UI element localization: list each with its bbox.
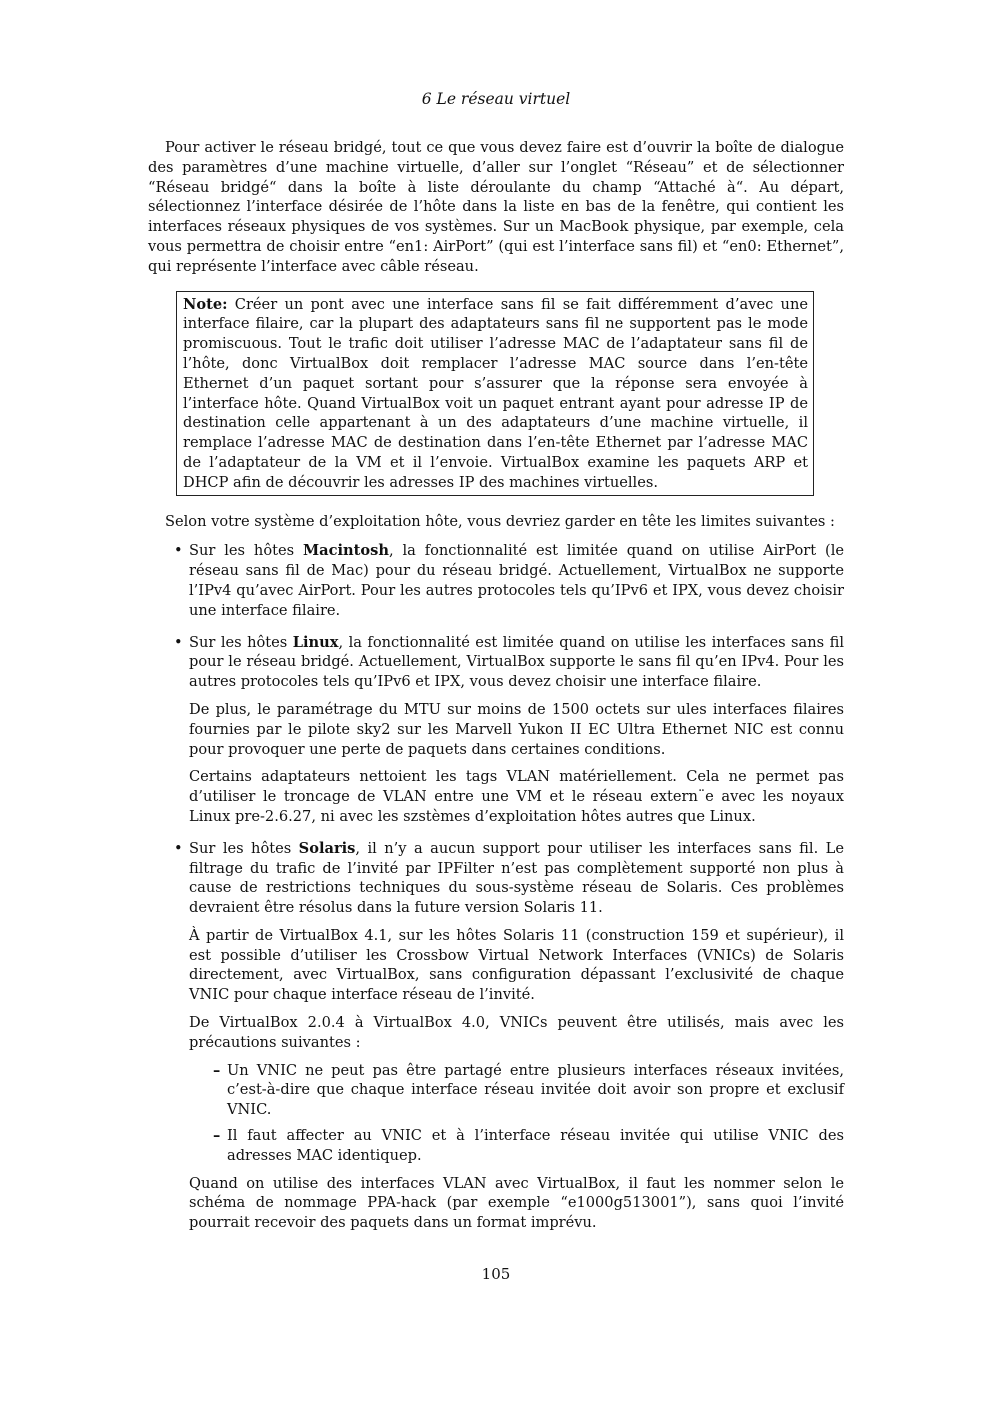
note-text: Créer un pont avec une interface sans fil se fait différemment d’avec une interface filaire, car la plupart des adaptateurs sans fil ne supportent pas le mode promiscuous. Tout le trafic doit utiliser l’adresse MAC de l’adaptateur sans fil de l’hôte, donc VirtualBox doit remplacer l’adresse MAC source dans l’en-tête Ethernet d’un paquet sortant pour s’assurer que la réponse sera envoyée à l’interface hôte. Quand VirtualBox voit un paquet entrant ayant pour adresse IP de destination celle appartenant à un des adaptateurs d’une machine virtuelle, il remplace l’adresse MAC de destination dans l’en-tête Ethernet par l’adresse MAC de l’adaptateur de la VM et il l’envoie. VirtualBox examine les paquets ARP et DHCP afin de découvrir les adresses IP des machines virtuelles.: [183, 295, 808, 491]
linux-post: , la fonctionnalité est limitée quand on utilise les interfaces sans fil pour le réseau bridgé. Actuellement, VirtualBox supporte le sans fil qu’en IPv4. Pour les autres protocoles tels qu’IPv6 et IPX, vous devez choisir une interface filaire.: [189, 633, 844, 691]
solaris-vlan-paragraph: Quand on utilise des interfaces VLAN avec VirtualBox, il faut les nommer selon le schéma de nommage PPA-hack (par exemple “e1000g513001”), sans quoi l’invité pourrait recevoir des paquets dans un format imprévu.: [189, 1174, 844, 1232]
mac-bold: Macintosh: [302, 542, 389, 560]
vnic-precaution-text: – Il faut affecter au VNIC et à l’interface réseau invitée qui utilise VNIC des adresses MAC identiquep.: [227, 1127, 844, 1164]
mac-post: , la fonctionnalité est limitée quand on utilise AirPort (le réseau sans fil de Mac) pour du réseau bridgé. Actuellement, VirtualBox ne supporte l’IPv4 qu’avec AirPort. Pour les autres protocoles tels qu’IPv6 et IPX, vous devez choisir une interface filaire.: [189, 542, 845, 619]
linux-pre: Sur les hôtes: [189, 633, 293, 651]
running-header: 6 Le réseau virtuel: [421, 90, 571, 108]
solaris-bold: Solaris: [298, 839, 356, 857]
solaris-crossbow-paragraph: À partir de VirtualBox 4.1, sur les hôtes Solaris 11 (construction 159 et supérieur), il est possible d’utiliser les Crossbow Virtual Network Interfaces (VNICs) de Solaris directement, avec VirtualBox, sans configuration dépassant l’exclusivité de chaque VNIC pour chaque interface réseau de l’invité.: [189, 926, 844, 1004]
limits-intro-paragraph: Selon votre système d’exploitation hôte, vous devriez garder en tête les limites suivantes :: [165, 512, 835, 530]
linux-mtu-paragraph: De plus, le paramétrage du MTU sur moins de 1500 octets sur ules interfaces filaires fournies par le pilote sky2 sur les Marvell Yukon II EC Ultra Ethernet NIC est connu pour provoquer une perte de paquets dans certaines conditions.: [189, 700, 844, 758]
vnic-precautions-list: [189, 1061, 844, 1166]
linux-vlan-paragraph: Certains adaptateurs nettoient les tags VLAN matériellement. Cela ne permet pas d’utiliser le troncage de VLAN entre une VM et le réseau extern¨e avec les noyaux Linux pre-2.6.27, ni avec les szstèmes d’exploitation hôtes autres que Linux.: [189, 768, 844, 825]
note-paragraph: [183, 295, 808, 493]
vnic-precaution-text: – Un VNIC ne peut pas être partagé entre plusieurs interfaces réseaux invitées, c’est-à-dire que chaque interface réseau invitée doit avoir son propre et exclusif VNIC.: [227, 1061, 844, 1119]
list-item-macintosh: [148, 541, 844, 620]
solaris-vnic-paragraph: De VirtualBox 2.0.4 à VirtualBox 4.0, VNICs peuvent être utilisés, mais avec les précautions suivantes :: [189, 1014, 844, 1051]
note-box: [176, 291, 814, 496]
host-limits-list: [148, 541, 844, 1233]
page-number: 105: [481, 1265, 511, 1283]
document-page: [148, 90, 845, 1283]
list-item-solaris: [148, 839, 844, 1233]
vnic-precaution-item: [189, 1126, 844, 1166]
linux-paragraph: [189, 633, 844, 692]
note-label: Note:: [183, 295, 228, 313]
list-item-linux: [148, 633, 844, 827]
linux-bold: Linux: [292, 633, 339, 651]
solaris-pre: Sur les hôtes: [189, 839, 299, 857]
solaris-post: , il n’y a aucun support pour utiliser les interfaces sans fil. Le filtrage du trafic de l’invité par IPFilter n’est pas complètement supporté non plus à cause de restrictions techniques du sous-système réseau de Solaris. Ces problèmes devraient être résolus dans la future version Solaris 11.: [189, 839, 844, 917]
vnic-precaution-item: [189, 1061, 844, 1120]
mac-paragraph: [189, 541, 844, 620]
intro-paragraph: Pour activer le réseau bridgé, tout ce que vous devez faire est d’ouvrir la boîte de dialogue des paramètres d’une machine virtuelle, d’aller sur l’onglet “Réseau” et de sélectionner “Réseau bridgé“ dans la boîte à liste déroulante du champ “Attaché à“. Au départ, sélectionnez l’interface désirée de l’hôte dans la liste en bas de la fenêtre, qui contient les interfaces réseaux physiques de vos systèmes. Sur un MacBook physique, par exemple, cela vous permettra de choisir entre “en1: AirPort” (qui est l’interface sans fil) et “en0: Ethernet”, qui représente l’interface avec câble réseau.: [148, 139, 844, 275]
mac-pre: Sur les hôtes: [189, 542, 303, 560]
solaris-paragraph: [189, 839, 844, 918]
